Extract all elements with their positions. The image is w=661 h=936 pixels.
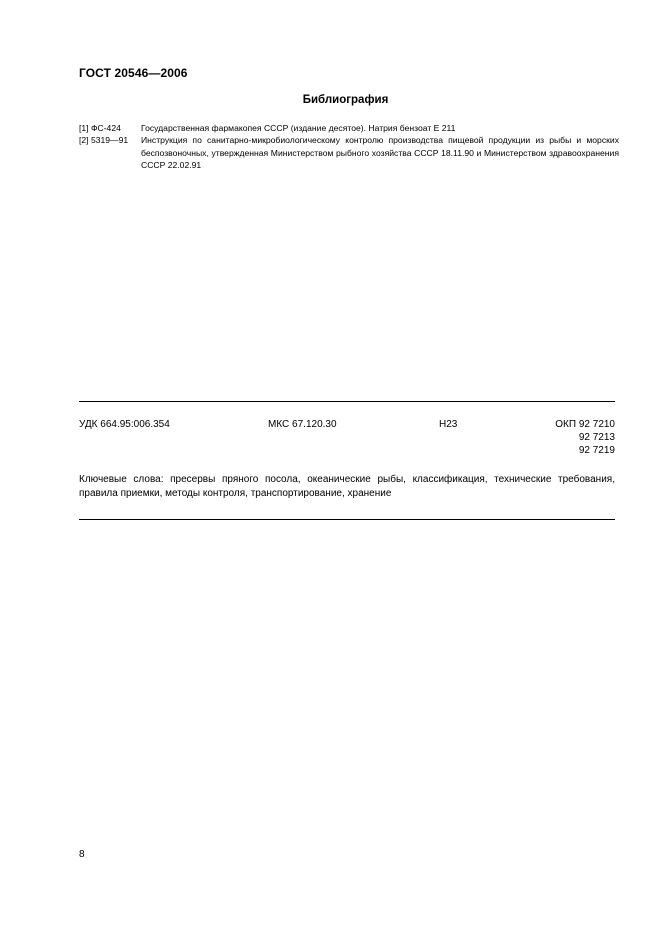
mks-code: МКС 67.120.30 (268, 419, 337, 430)
document-code: ГОСТ 20546—2006 (79, 66, 188, 80)
bibliography-entry-1 (79, 122, 619, 135)
bibliography-ref: [1] ФС-424 (79, 123, 121, 133)
okp-codes (555, 418, 615, 457)
udc-code: УДК 664.95:006.354 (79, 419, 170, 430)
category-code: Н23 (439, 419, 458, 430)
bibliography-text: Государственная фармакопея СССР (издание десятое). Натрия бензоат Е 211 (141, 123, 456, 133)
bibliography-title: Библиография (302, 94, 389, 106)
bottom-divider (79, 519, 615, 520)
okp-code: 92 7219 (578, 445, 615, 456)
top-divider (79, 401, 615, 402)
page-number: 8 (79, 849, 85, 860)
bibliography-ref: [2] 5319—91 (79, 135, 129, 145)
bibliography-entry-2 (79, 134, 619, 172)
keywords-text: Ключевые слова: пресервы пряного посола, океанические рыбы, классификация, технические требования, правила приемки, методы контроля, транспортирование, хранение (79, 474, 615, 499)
bibliography-text: Инструкция по санитарно-микробиологическому контролю производства пищевой продукции из рыбы и морских беспозвоночных, утвержденная Министерством рыбного хозяйства СССР 18.11.90 и Министерством здравоохранения СССР 22.02.91 (141, 135, 619, 170)
okp-code: ОКП 92 7210 (555, 419, 615, 430)
okp-code: 92 7213 (578, 432, 615, 443)
